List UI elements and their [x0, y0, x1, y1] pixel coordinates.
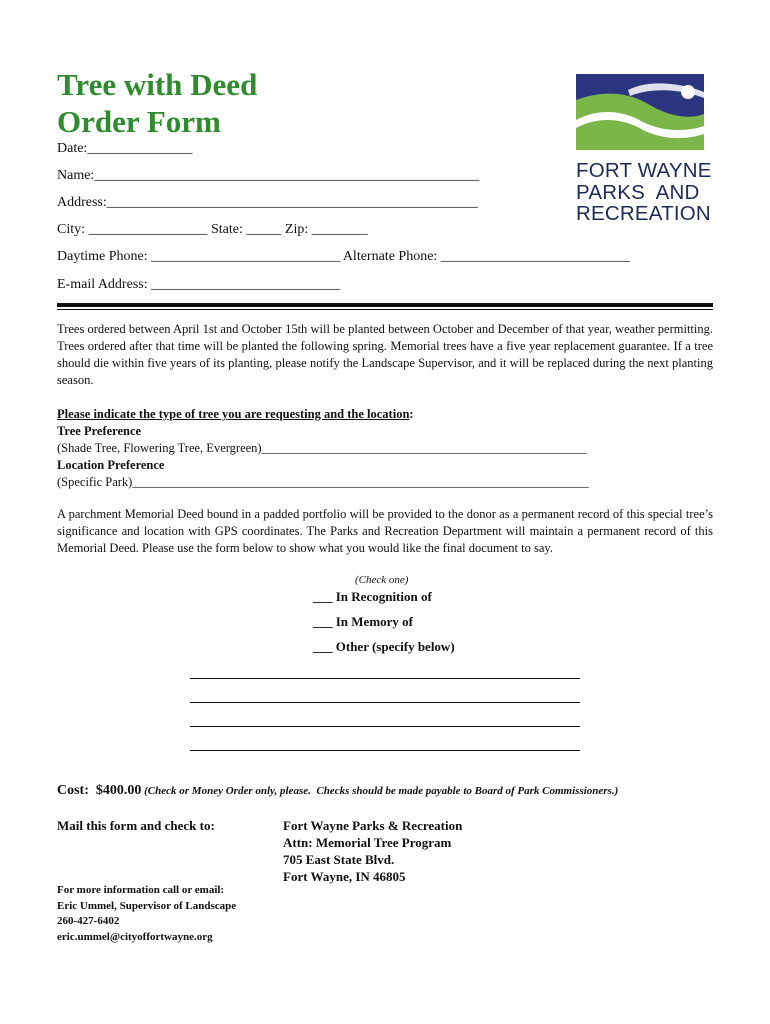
address-line: 705 East State Blvd. [283, 852, 395, 867]
inscription-line-4[interactable] [190, 750, 580, 751]
divider-thin [57, 309, 713, 310]
cost-line [57, 783, 618, 799]
tree-section-heading: Please indicate the type of tree you are requesting and the location [57, 407, 410, 421]
contact-info [57, 883, 236, 945]
location-preference-field[interactable]: (Specific Park)_________________________________________________________________________ [57, 475, 589, 489]
check-one-label: (Check one) [355, 574, 409, 586]
intro-paragraph: Trees ordered between April 1st and October 15th will be planted between October and December of that year, weather permitting. Trees ordered after that time will be planted the following spring. Memorial trees have a five year replacement guarantee. If a tree should die within five years of its planting, please notify the Landscape Supervisor, and it will be replaced during the next planting season. [57, 322, 713, 387]
tree-preference-field[interactable]: (Shade Tree, Flowering Tree, Evergreen)____________________________________________________ [57, 441, 587, 455]
option-recognition[interactable]: ___ In Recognition of [313, 589, 432, 604]
date-field[interactable]: Date:_______________ [57, 141, 193, 156]
cost-label: Cost: $400.00 [57, 783, 142, 798]
tree-heading-colon: : [409, 407, 414, 421]
logo-graphic [568, 70, 708, 152]
mailing-address [283, 817, 462, 885]
cost-note: (Check or Money Order only, please. Checks should be made payable to Board of Park Commissioners.) [141, 785, 619, 797]
address-line: Fort Wayne, IN 46805 [283, 869, 406, 884]
location-preference-label: Location Preference [57, 458, 165, 472]
title-line-1: Tree with Deed [57, 67, 258, 102]
parks-logo [568, 70, 712, 242]
name-field[interactable]: Name:_______________________________________________________ [57, 168, 480, 183]
inscription-line-3[interactable] [190, 726, 580, 727]
inscription-line-2[interactable] [190, 702, 580, 703]
tree-section [57, 406, 713, 491]
form-title [57, 66, 257, 140]
contact-name: Eric Ummel, Supervisor of Landscape [57, 899, 237, 912]
title-line-2: Order Form [57, 104, 221, 139]
divider-thick [57, 303, 713, 307]
tree-preference-label: Tree Preference [57, 424, 142, 438]
logo-text: FORT WAYNE PARKS AND RECREATION [576, 159, 712, 225]
address-line: Attn: Memorial Tree Program [283, 835, 452, 850]
deed-paragraph: A parchment Memorial Deed bound in a padded portfolio will be provided to the donor as a permanent record of this special tree’s significance and location with GPS coordinates. The Parks and Recreation Department will maintain a permanent record of this Memorial Deed. Please use the form below to show what you would like the final document to say. [57, 507, 713, 555]
mail-label: Mail this form and check to: [57, 818, 215, 833]
contact-email[interactable]: eric.ummel@cityoffortwayne.org [57, 930, 213, 943]
contact-heading: For more information call or email: [57, 884, 225, 896]
city-state-zip-field[interactable]: City: _________________ State: _____ Zip: ________ [57, 222, 368, 237]
address-line: Fort Wayne Parks & Recreation [283, 818, 463, 833]
contact-phone: 260-427-6402 [57, 915, 120, 927]
inscription-line-1[interactable] [190, 678, 580, 679]
phone-fields[interactable]: Daytime Phone: ___________________________ Alternate Phone: ___________________________ [57, 249, 630, 264]
address-field[interactable]: Address:_____________________________________________________ [57, 195, 478, 210]
email-field[interactable]: E-mail Address: ___________________________ [57, 277, 341, 292]
option-other[interactable]: ___ Other (specify below) [313, 639, 455, 654]
option-memory[interactable]: ___ In Memory of [313, 614, 414, 629]
